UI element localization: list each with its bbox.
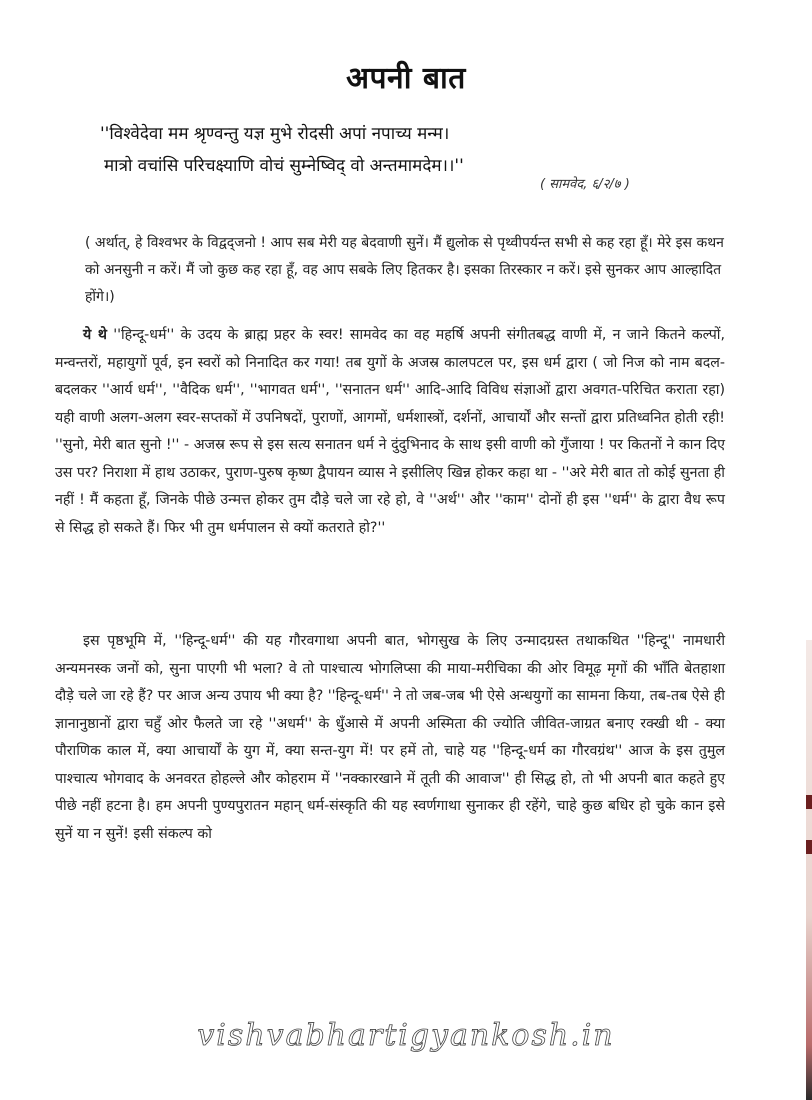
- page-edge-mark: [806, 840, 812, 854]
- page-edge-mark: [806, 795, 812, 809]
- paragraph-1-text: ''हिन्दू-धर्म'' के उदय के ब्राह्म प्रहर के स्वर! सामवेद का वह महर्षि अपनी संगीतबद्ध वाणी में, न जाने कितने कल्पों, मन्वन्तरों, महायुगों पूर्व, इन स्वरों को निनादित कर गया! तब युगों के अजस्र कालपटल पर, इस धर्म द्वारा ( जो निज को नाम बदल-बदलकर ''आर्य धर्म'', ''वैदिक धर्म'', ''भागवत धर्म'', ''सनातन धर्म'' आदि-आदि विविध संज्ञाओं द्वारा अवगत-परिचित कराता रहा) यही वाणी अलग-अलग स्वर-सप्तकों में उपनिषदों, पुराणों, आगमों, धर्मशास्त्रों, दर्शनों, आचार्यों और सन्तों द्वारा प्रतिध्वनित होती रही! ''सुनो, मेरी बात सुनो !'' - अजस्र रूप से इस सत्य सनातन धर्म ने दुंदुभिनाद के साथ इसी वाणी को गुँजाया ! पर कितनों ने कान दिए उस पर? निराशा में हाथ उठाकर, पुराण-पुरुष कृष्ण द्वैपायन व्यास ने इसीलिए खिन्न होकर कहा था - ''अरे मेरी बात तो कोई सुनता ही नहीं ! मैं कहता हूँ, जिनके पीछे उन्मत्त होकर तुम दौड़े चले जा रहे हो, वे ''अर्थ'' और ''काम'' दोनों ही इस ''धर्म'' के द्वारा वैध रूप से सिद्ध हो सकते हैं। फिर भी तुम धर्मपालन से क्यों कतराते हो?'': [55, 327, 725, 536]
- page-edge-binding: [806, 640, 812, 1100]
- verse-citation: ( सामवेद, ६/२/७ ): [540, 177, 630, 192]
- paragraph-1: [55, 322, 725, 542]
- watermark: vishvabhartigyankosh.in: [197, 1018, 615, 1053]
- verse-line-2: मात्रो वचांसि परिचक्ष्याणि वोचं सुम्नेष्विद् वो अन्तमामदेम।।'': [104, 156, 464, 176]
- page-title: अपनी बात: [346, 61, 466, 96]
- verse-meaning: ( अर्थात्, हे विश्वभर के विद्वद्जनो ! आप सब मेरी यह बेदवाणी सुनें। मैं द्युलोक से पृथ्वीपर्यन्त सभी से कह रहा हूँ। मेरे इस कथन को अनसुनी न करें। मैं जो कुछ कह रहा हूँ, वह आप सबके लिए हितकर है। इसका तिरस्कार न करें। इसे सुनकर आप आल्हादित होंगे।): [85, 235, 724, 305]
- paragraph-2-text: इस पृष्ठभूमि में, ''हिन्दू-धर्म'' की यह गौरवगाथा अपनी बात, भोगसुख के लिए उन्मादग्रस्त तथाकथित ''हिन्दू'' नामधारी अन्यमनस्क जनों को, सुना पाएगी भी भला? वे तो पाश्चात्य भोगलिप्सा की माया-मरीचिका की ओर विमूढ़ मृगों की भाँति बेतहाशा दौड़े चले जा रहे हैं? पर आज अन्य उपाय भी क्या है? ''हिन्दू-धर्म'' ने तो जब-जब भी ऐसे अन्धयुगों का सामना किया, तब-तब ऐसे ही ज्ञानानुष्ठानों द्वारा चहुँ ओर फैलते जा रहे ''अधर्म'' के धुँआसे में अपनी अस्मिता की ज्योति जीवित-जाग्रत बनाए रक्खी थी - क्या पौराणिक काल में, क्या आचार्यों के युग में, क्या सन्त-युग में! पर हमें तो, चाहे यह ''हिन्दू-धर्म का गौरवग्रंथ'' आज के इस तुमुल पाश्चात्य भोगवाद के अनवरत होहल्ले और कोहराम में ''नक्कारखाने में तूती की आवाज'' ही सिद्ध हो, तो भी अपनी बात कहते हुए पीछे नहीं हटना है। हम अपनी पुण्यपुरातन महान् धर्म-संस्कृति की यह स्वर्णगाथा सुनाकर ही रहेंगे, चाहे कुछ बधिर हो चुके कान इसे सुनें या न सुनें! इसी संकल्प को: [55, 633, 725, 842]
- verse-line-1: ''विश्वेदेवा मम श्रृण्वन्तु यज्ञ मुभे रोदसी अपां नपाच्य मन्म।: [100, 124, 450, 144]
- paragraph-2: [55, 628, 725, 848]
- sanskrit-verse: [100, 118, 700, 182]
- paragraph-1-lead: ये थे: [83, 327, 107, 343]
